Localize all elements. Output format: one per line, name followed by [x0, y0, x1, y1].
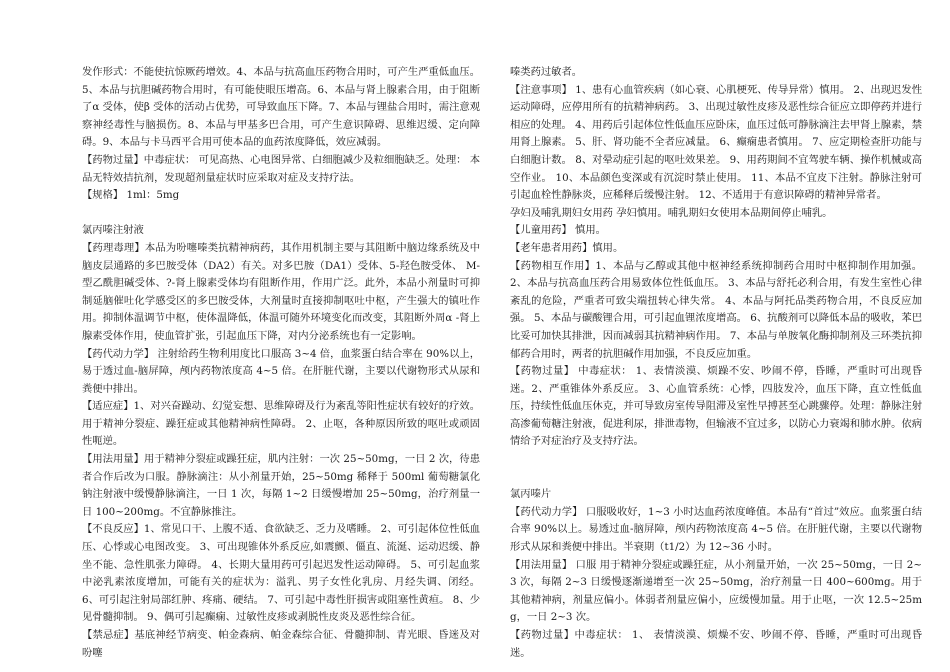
paragraph: 【不良反应】1、常见口干、上腹不适、食欲缺乏、乏力及嗜睡。 2、可引起体位性低血压、心悸或心电图改变。 3、可出现锥体外系反应,如震颤、僵直、流涎、运动迟缓、静坐不能、急性肌张力障碍。 4、长期大量用药可引起迟发性运动障碍。 5、可引起血浆中泌乳素浓度增加，可能有关的症状为：溢乳、男子女性化乳房、月经失调、闭经。 6、可引起注射局部红肿、疼痛、硬结。 7、可引起中毒性肝损害或阻塞性黄疸。 8、少见骨髓抑制。 9、偶可引起癫痫、过敏性皮疹或剥脱性皮炎及恶性综合征。: [82, 523, 480, 624]
paragraph: 【禁忌症】基底神经节病变、帕金森病、帕金森综合征、骨髓抑制、青光眼、昏迷及对吩噻: [82, 629, 480, 659]
paragraph: 【药物过量】中毒症状： 可见高热、心电图异常、白细胞减少及粒细胞缺乏。处理： 本品无特效拮抗剂，发现超剂量症状时应采取对症及支持疗法。: [82, 153, 480, 184]
paragraph: 【规格】 1ml：5mg: [82, 189, 180, 202]
left-column: [82, 64, 480, 662]
spacer: [82, 205, 480, 223]
paragraph: 【药代动力学】 注射给药生物利用度比口服高 3~4 倍，血浆蛋白结合率在 90%以上，易于透过血-脑屏障，颅内药物浓度高 4~5 倍。在肝脏代谢，主要以代谢物形式从尿和粪便中排出。: [82, 347, 480, 395]
paragraph: 孕妇及哺乳期妇女用药 孕妇慎用。哺乳期妇女使用本品期间停止哺乳。: [510, 206, 833, 219]
paragraph: 【药代动力学】 口服吸收好，1~3 小时达血药浓度峰值。本品有“首过”效应。血浆蛋白结合率 90%以上。易透过血-脑屏障，颅内药物浓度高 4~5 倍。在肝脏代谢，主要以代谢物形式从尿和粪便中排出。半衰期（t1/2）为 12~36 小时。: [510, 505, 922, 554]
paragraph: 氯丙嗪片: [510, 488, 552, 501]
paragraph: 【药物过量】 中毒症状： 1、表情淡漠、烦躁不安、吵闹不停，昏睡，严重时可出现昏迷。2、严重锥体外系反应。 3、心血管系统：心悸，四肢发冷，血压下降，直立性低血压，持续性低血压休克，并可导致房室传导阻滞及室性早搏甚至心跳骤停。处理：静脉注射高渗葡萄糖注射液，促进利尿，排泄毒物，但输液不宜过多，以防心力衰竭和肺水肿。依病情给予对症治疗及支持疗法。: [510, 365, 922, 448]
spacer: [510, 451, 922, 486]
paragraph: 【药物过量】中毒症状： 1、 表情淡漠、烦燥不安、吵闹不停、昏睡，严重时可出现昏迷。: [510, 629, 922, 659]
paragraph: 【药物相互作用】1、本品与乙醇或其他中枢神经系统抑制药合用时中枢抑制作用加强。 2、本品与抗高血压药合用易致体位性低血压。 3、本品与舒托必利合用，有发生室性心律紊乱的危险，严重者可致尖端扭转心律失常。 4、本品与阿托品类药物合用，不良反应加强。 5、本品与碳酸锂合用，可引起血锂浓度增高。 6、抗酸剂可以降低本品的吸收，苯巴比妥可加快其排泄，因而减弱其抗精神病作用。 7、本品与单胺氧化酶抑制剂及三环类抗抑郁药合用时，两者的抗胆碱作用加强，不良反应加重。: [510, 259, 922, 360]
paragraph: 【儿童用药】 慎用。: [510, 224, 606, 237]
paragraph: 氯丙嗪注射液: [82, 224, 144, 237]
right-column: [510, 64, 922, 662]
paragraph: 【适应症】1、对兴奋躁动、幻觉妄想、思维障碍及行为紊乱等阳性症状有较好的疗效。用于精神分裂症、躁狂症或其他精神病性障碍。 2、止呕，各种原因所致的呕吐或顽固性呃逆。: [82, 400, 480, 448]
paragraph: 【老年患者用药】慎用。: [510, 241, 624, 254]
paragraph: 发作形式：不能使抗惊厥药增效。4、本品与抗高血压药物合用时，可产生严重低血压。5、本品与抗胆碱药物合用时，有可能使眼压增高。6、本品与肾上腺素合用，由于阻断了α 受体，使β 受体的活动占优势，可导致血压下降。7、本品与锂盐合用时，需注意观察神经毒性与脑损伤。8、本品与甲基多巴合用，可产生意识障碍、思维迟缓、定向障碍。9、本品与卡马西平合用可使本品的血药浓度降低，效应减弱。: [82, 66, 480, 149]
paragraph: 【用法用量】用于精神分裂症或躁狂症，肌内注射：一次 25~50mg，一日 2 次，待患者合作后改为口服。静脉滴注：从小剂量开始，25~50mg 稀释于 500ml 葡萄糖氯化钠注射液中缓慢静脉滴注，一日 1 次，每隔 1~2 日缓慢增加 25~50mg，治疗剂量一日 100~200mg。不宜静脉推注。: [82, 453, 480, 518]
paragraph: 【注意事项】 1、患有心血管疾病（如心衰、心肌梗死、传导异常）慎用。 2、出现迟发性运动障碍，应停用所有的抗精神病药。 3、出现过敏性皮疹及恶性综合征应立即停药并进行相应的处理。 4、用药后引起体位性低血压应卧床，血压过低可静脉滴注去甲肾上腺素，禁用肾上腺素。 5、肝、肾功能不全者应减量。 6、癫痫患者慎用。 7、应定期检查肝功能与白细胞计数。 8、对晕动症引起的呕吐效果差。 9、用药期间不宜驾驶车辆、操作机械或高空作业。 10、本品颜色变深或有沉淀时禁止使用。 11、本品不宜皮下注射。静脉注射可引起血栓性静脉炎，应稀释后缓慢注射。 12、不适用于有意识障碍的精神异常者。: [510, 83, 922, 202]
paragraph: 【药理毒理】本品为吩噻嗪类抗精神病药，其作用机制主要与其阻断中脑边缘系统及中脑皮层通路的多巴胺受体（DA2）有关。对多巴胺（DA1）受体、5-羟色胺受体、 M-型乙酰胆碱受体、?-肾上腺素受体均有阻断作用，作用广泛。此外，本品小剂量时可抑制延脑催吐化学感受区的多巴胺受体，大剂量时直接抑制呕吐中枢，产生强大的镇吐作用。抑制体温调节中枢，使体温降低，体温可随外环境变化而改变，其阻断外周α -肾上腺素受体作用，使血管扩张，引起血压下降，对内分泌系统也有一定影响。: [82, 241, 480, 342]
paragraph: 【用法用量】 口服 用于精神分裂症或躁狂症，从小剂量开始，一次 25~50mg，一日 2~3 次，每隔 2~3 日缓慢逐渐递增至一次 25~50mg，治疗剂量一日 400~600mg。用于其他精神病，剂量应偏小。体弱者剂量应偏小，应缓慢加量。用于止呕，一次 12.5~25mg，一日 2~3 次。: [510, 558, 922, 624]
paragraph: 嗪类药过敏者。: [510, 66, 583, 78]
